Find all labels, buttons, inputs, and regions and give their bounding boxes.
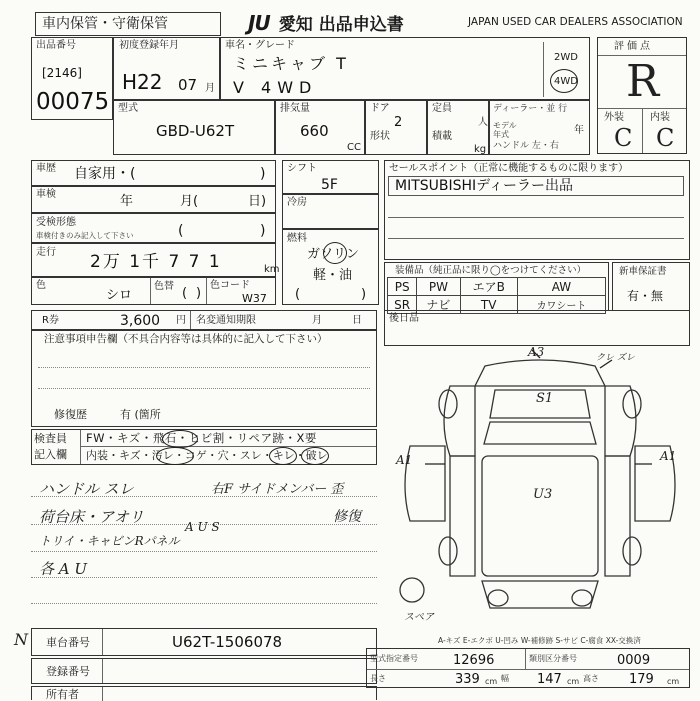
name-change-day: 日 xyxy=(352,315,362,326)
notes-box xyxy=(31,330,377,427)
handle-label: ハンドル 左・右 xyxy=(493,141,559,151)
chassis-divider xyxy=(102,629,103,655)
mileage-value: 2万 1千 7 7 1 xyxy=(90,252,222,272)
handwritten-note: 各 A U xyxy=(39,560,88,578)
first-reg-label: 初度登録年月 xyxy=(119,40,179,51)
inspection-month: 月( xyxy=(180,194,199,209)
repair-label: 修復歴 xyxy=(54,408,87,421)
mark-u3: U3 xyxy=(533,487,553,502)
wheel-rear-r xyxy=(572,590,592,606)
grade-box xyxy=(597,37,687,154)
handwritten-note: ハンドル スレ xyxy=(39,480,134,498)
equipment-item: ナビ xyxy=(417,296,460,314)
equipment-table xyxy=(387,277,606,314)
damage-legend: A-キズ E-エクボ U-凹み W-補修跡 S-サビ C-腐食 XX-交換済 xyxy=(438,636,641,645)
displacement-label: 排気量 xyxy=(280,103,310,114)
color-divider-2 xyxy=(206,278,207,304)
first-reg-box xyxy=(113,37,220,100)
height-unit: cm xyxy=(667,677,680,686)
model-year-label: モデル 年式 xyxy=(493,121,517,139)
exterior-grade: C xyxy=(614,124,633,152)
model-label: 車名・グレード xyxy=(225,40,295,51)
recycle-value: 3,600 xyxy=(120,313,161,329)
displacement-box xyxy=(275,100,365,155)
inspection-day: 日) xyxy=(248,194,267,209)
registration-box xyxy=(31,658,377,684)
mileage-label: 走行 xyxy=(36,247,56,258)
notes-line-2 xyxy=(38,388,370,389)
recycle-box xyxy=(31,310,377,330)
ac-box xyxy=(282,194,379,229)
equipment-item: エアB xyxy=(460,278,517,296)
doors-shape-box xyxy=(365,100,427,155)
mark-a1-right: A1 xyxy=(660,449,677,463)
grade-value: R xyxy=(626,56,660,107)
equipment-box xyxy=(384,262,609,311)
repair-value: 有 (箇所 xyxy=(120,408,161,421)
warranty-value: 有・無 xyxy=(627,289,664,303)
height-value: 179 xyxy=(629,672,654,687)
type-code-value: 12696 xyxy=(453,653,495,668)
fuel-gas: ガソリン xyxy=(307,247,360,262)
model-name: ミニキャブ T xyxy=(233,54,349,73)
drive-2wd: 2WD xyxy=(554,52,578,63)
receive-note: 車検付きのみ記入して下さい xyxy=(36,231,134,240)
interior-grade: C xyxy=(656,124,675,152)
bed xyxy=(482,456,598,576)
tailgate xyxy=(482,581,598,608)
width-label: 幅 xyxy=(501,674,509,683)
load-label: 積載 xyxy=(432,131,452,142)
receive-open: ( xyxy=(178,223,184,239)
sales-point-field xyxy=(388,176,684,196)
storage-box xyxy=(35,12,221,36)
car-diagram xyxy=(390,346,696,636)
wheel-rl xyxy=(439,537,457,565)
capacity-unit: 人 xyxy=(478,117,488,128)
shift-value: 5F xyxy=(321,177,338,193)
inspector-label-1: 検査員 xyxy=(34,432,67,445)
equipment-item: AW xyxy=(517,278,605,296)
notes-area xyxy=(31,466,377,624)
width-unit: cm xyxy=(567,677,580,686)
color-change-label: 色替 xyxy=(154,281,174,292)
cab-front xyxy=(475,360,605,386)
equipment-row xyxy=(388,278,606,296)
type-value: GBD-U62T xyxy=(156,122,235,140)
after-seat-box xyxy=(384,310,690,346)
owner-label: 所有者 xyxy=(46,688,79,701)
bed-right-rail xyxy=(605,456,630,576)
equipment-item: SR xyxy=(388,296,417,314)
org-name: 愛知 出品申込書 xyxy=(278,15,404,35)
sales-point-box xyxy=(384,160,690,260)
registration-divider xyxy=(102,659,103,683)
shift-label: シフト xyxy=(287,163,317,174)
displacement-unit: CC xyxy=(347,142,361,153)
shape-label: 形状 xyxy=(370,131,390,142)
inspector-divider xyxy=(80,430,81,464)
handwritten-note: 荷台床・アオリ xyxy=(39,508,144,526)
mark-spare: スペア xyxy=(404,612,434,623)
bed-left-rail xyxy=(450,456,475,576)
fuel-label: 燃料 xyxy=(287,233,307,244)
inspector-row-rule xyxy=(80,446,376,447)
inspection-year: 年 xyxy=(120,194,134,209)
first-reg-era: H22 xyxy=(122,70,163,94)
writing-line xyxy=(31,551,377,552)
warranty-box xyxy=(612,262,690,311)
handwritten-note: 修復 xyxy=(333,509,361,525)
displacement-value: 660 xyxy=(300,122,329,140)
chassis-label: 車台番号 xyxy=(46,636,90,649)
recycle-unit: 円 xyxy=(176,315,186,326)
drive-4wd-circle xyxy=(550,69,578,93)
color-change-close: ) xyxy=(196,286,202,301)
right-side xyxy=(605,386,636,456)
fuel-box xyxy=(282,229,379,305)
name-change-month: 月 xyxy=(312,315,322,326)
inspection-box xyxy=(31,186,276,213)
dealer-label: ディーラー・並 行 xyxy=(493,104,568,114)
storage-label: 車内保管・守衛保管 xyxy=(42,16,168,32)
owner-box xyxy=(31,686,377,700)
cab-windshield xyxy=(484,422,596,444)
model-year-unit: 年 xyxy=(574,125,584,136)
drive-divider xyxy=(543,42,544,97)
color-code-label: 色コード xyxy=(210,280,250,291)
grade-mid-divider xyxy=(642,108,643,153)
name-change-label: 名変通知期限 xyxy=(196,315,256,326)
inspector-row-1: FW・キズ・飛石・ヒビ割・リペア跡・X要 xyxy=(86,431,317,445)
owner-divider xyxy=(102,687,103,701)
shift-box xyxy=(282,160,379,194)
doors-value: 2 xyxy=(394,115,403,130)
cut-circle xyxy=(301,447,329,465)
assoc-name-en: JAPAN USED CAR DEALERS ASSOCIATION xyxy=(468,16,683,28)
exterior-label: 外装 xyxy=(604,112,624,123)
sales-point-value: MITSUBISHIディーラー出品 xyxy=(395,178,574,194)
grade-label: 評価点 xyxy=(614,41,653,52)
lot-label: 出品番号 xyxy=(36,40,76,51)
brand-logo xyxy=(248,10,404,35)
mark-s1: S1 xyxy=(536,391,554,406)
lot-sub: [2146] xyxy=(42,66,82,80)
load-unit: kg xyxy=(474,144,487,155)
color-box xyxy=(31,277,276,305)
history-box xyxy=(31,160,276,186)
inspector-label-2: 記入欄 xyxy=(34,448,67,461)
codes-row-rule xyxy=(367,669,689,670)
history-close: ) xyxy=(260,166,266,182)
first-reg-month: 07 xyxy=(178,76,198,94)
first-reg-month-unit: 月 xyxy=(205,83,215,94)
handwritten-note: 右F サイドメンバー 歪 xyxy=(211,482,344,497)
class-code-label: 類別区分番号 xyxy=(529,654,577,663)
codes-box xyxy=(366,648,690,688)
color-code-value: W37 xyxy=(242,292,267,305)
type-code-label: 型式指定番号 xyxy=(370,654,418,663)
receive-box xyxy=(31,213,276,243)
wheel-rear-l xyxy=(488,590,508,606)
receive-label: 受検形態 xyxy=(36,217,76,228)
recycle-divider xyxy=(190,311,191,329)
equipment-label: 装備品（純正品に限り◯をつけてください） xyxy=(395,265,587,276)
left-side xyxy=(444,386,475,456)
notes-line-1 xyxy=(38,367,370,368)
width-value: 147 xyxy=(537,672,562,687)
mileage-unit: km xyxy=(264,264,280,275)
fuel-gas-circle xyxy=(323,242,347,264)
mileage-box xyxy=(31,243,280,277)
length-value: 339 xyxy=(455,672,480,687)
fuel-open: ( xyxy=(295,287,301,302)
codes-divider-1 xyxy=(525,649,526,669)
color-divider-1 xyxy=(150,278,151,304)
model-grade: V 4WD xyxy=(233,78,318,97)
recycle-label: R券 xyxy=(42,315,59,326)
type-label: 型式 xyxy=(118,103,138,114)
sales-line-1 xyxy=(388,217,684,218)
lot-box xyxy=(31,37,113,120)
after-seat-label: 後日品 xyxy=(389,313,419,324)
warranty-label: 新車保証書 xyxy=(619,266,667,277)
chassis-box xyxy=(31,628,377,656)
mark-crack: クレ ズレ xyxy=(596,353,635,363)
scuff-circle xyxy=(269,447,297,465)
equipment-item: カワシート xyxy=(517,296,605,314)
height-label: 高さ xyxy=(583,674,599,683)
history-label: 車歴 xyxy=(36,163,56,174)
chassis-value: U62T-1506078 xyxy=(172,633,283,651)
capacity-label: 定員 xyxy=(432,103,452,114)
stone-circle xyxy=(162,430,198,448)
chassis-mark: N xyxy=(14,630,28,649)
color-value: シロ xyxy=(106,288,133,303)
registration-label: 登録番号 xyxy=(46,665,90,678)
fuel-close: ) xyxy=(361,287,367,302)
writing-line xyxy=(31,603,377,604)
color-change-open: ( xyxy=(182,286,188,301)
length-unit: cm xyxy=(485,677,498,686)
mark-a1-left: A1 xyxy=(396,453,413,467)
type-box xyxy=(113,100,275,155)
fuel-light: 軽・油 xyxy=(313,268,353,283)
dealer-box xyxy=(489,100,590,155)
length-label: 長さ xyxy=(370,674,386,683)
brand-mark: JU xyxy=(248,11,270,35)
wheel-rr xyxy=(623,537,641,565)
handwritten-note: A U S xyxy=(185,520,220,534)
history-value: 自家用・( xyxy=(74,166,136,182)
equipment-item: PW xyxy=(417,278,460,296)
color-label: 色 xyxy=(36,280,46,291)
inspector-row-2: 内装・キズ・汚レ・コゲ・穴・スレ・キレ・破レ xyxy=(86,449,328,462)
sales-point-label: セールスポイント（正常に機能するものに限ります） xyxy=(389,163,629,174)
inspector-box xyxy=(31,429,377,465)
sales-line-2 xyxy=(388,238,684,239)
stain-circle xyxy=(156,447,194,465)
handwritten-note: トリイ・キャビンRパネル xyxy=(39,534,180,548)
inspection-label: 車検 xyxy=(36,189,56,200)
model-box xyxy=(220,37,590,100)
doors-label: ドア xyxy=(370,103,390,114)
interior-label: 内装 xyxy=(650,112,670,123)
class-code-value: 0009 xyxy=(617,653,651,668)
drive-4wd: 4WD xyxy=(554,76,578,87)
ac-label: 冷房 xyxy=(287,197,307,208)
spare-wheel xyxy=(400,578,424,602)
mark-a3: A3 xyxy=(528,346,545,359)
equipment-item: PS xyxy=(388,278,417,296)
capacity-box xyxy=(427,100,489,155)
equipment-item: TV xyxy=(460,296,517,314)
lot-number: 00075 xyxy=(36,89,110,115)
receive-close: ) xyxy=(260,223,266,239)
notes-label: 注意事項申告欄（不具合内容等は具体的に記入して下さい） xyxy=(44,333,328,345)
